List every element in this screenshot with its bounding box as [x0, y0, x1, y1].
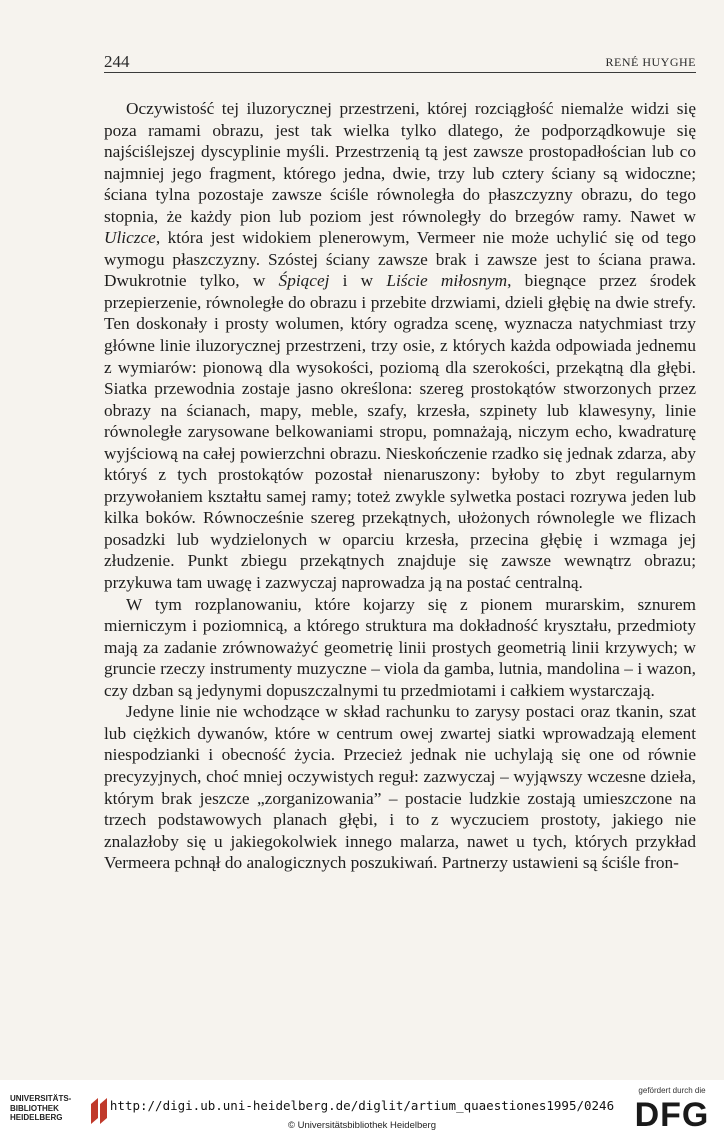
paragraph-1: Oczywistość tej iluzorycznej przestrzeni, której rozciągłość niemalże widzi się poza ramami obrazu, jest tak wielka tylko dlatego, że podporządkowuje się najściślejszej dyscyplinie myśli. Przestrzenią tą jest zawsze prostopadłościan lub co najmniej jego fragment, którego jedna, dwie, trzy lub cztery ściany są widoczne; ściana tylna pozostaje zawsze ściśle równoległa do płaszczyzny obrazu, do tego stopnia, że każdy pion lub poziom jest równoległy do brzegów ramy. Nawet w Uliczce, która jest widokiem plenerowym, Vermeer nie może uchylić się od tego wymogu płaszczyzny. Szóstej ściany zawsze brak i zawsze jest to ściana prawa. Dwukrotnie tylko, w Śpiącej i w Liście miłosnym, biegnące przez środek przepierzenie, równoległe do obrazu i przebite drzwiami, dzieli głębię na dwie strefy. Ten doskonały i prosty wolumen, który ogradza scenę, wyznacza natychmiast trzy główne linie iluzorycznej przestrzeni, trzy osie, z których każda odpowiada jednemu z wymiarów: pionową dla wysokości, poziomą dla szerokości, przekątną dla głębi. Siatka przewodnia zostaje jasno określona: szereg prostokątów stworzonych przez obrazy na ścianach, mapy, meble, szafy, krzesła, szpinety lub klawesyny, linie równoległe zarysowane belkowaniami stropu, pomnażają, niczym echo, kwadraturę wyjściową na całej powierzchni obrazu. Nieskończenie rzadko się jednak zdarza, aby któryś z tych prostokątów pozostał nienaruszony: byłoby to zbyt regularnym przywołaniem kształtu samej ramy; toteż zwykle sylwetka postaci rozrywa jeden lub kilka boków. Równocześnie szereg przekątnych, ułożonych równolegle we flizach posadzki lub wydzielonych w oparciu krzesła, przecina głębię i wzmaga jej złudzenie. Punkt zbiegu przekątnych znajduje się zawsze wewnątrz obrazu; przykuwa tam uwagę i zazwyczaj naprowadza ją na postać centralną. [104, 99, 696, 593]
header-rule [104, 72, 696, 73]
title-uliczka: Uliczce [104, 228, 156, 248]
running-head: RENÉ HUYGHE [605, 55, 696, 69]
library-name: UNIVERSITÄTS- BIBLIOTHEK HEIDELBERG [10, 1094, 72, 1122]
title-list-milosny: Liście miłosnym [386, 271, 508, 291]
digitization-footer [0, 1080, 724, 1142]
paragraph-3: Jedyne linie nie wchodzące w skład rachunku to zarysy postaci oraz tkanin, szat lub ciężkich dywanów, które w centrum owej zwartej siatki wprowadzają element niespodzianki i obecność życia. Przecież jednak nie uchylają się one od równie precyzyjnych, choć mniej oczywistych reguł: zazwyczaj – wyjąwszy wczesne dzieła, którym brak jeszcze „zorganizowania” – postacie ludzkie zostają umieszczone na trzech podstawowych planach głębi, i to z wyczuciem prostoty, jakiego nie znalazłoby się u jakiegokolwiek innego malarza, nawet u tych, których przykład Vermeera pchnął do analogicznych poszukiwań. Partnerzy ustawieni są ściśle fron- [104, 702, 696, 873]
funder-label: gefördert durch die [638, 1086, 706, 1095]
funder-name: DFG [634, 1096, 710, 1134]
body-text [104, 98, 696, 874]
dfg-logo[interactable] [630, 1086, 714, 1138]
copyright-notice: © Universitätsbibliothek Heidelberg [288, 1120, 436, 1131]
permalink-url[interactable]: http://digi.ub.uni-heidelberg.de/diglit/artium_quaestiones1995/0246 [109, 1098, 615, 1113]
paragraph-2: W tym rozplanowaniu, które kojarzy się z pionem murarskim, sznurem mierniczym i poziomnicą, a którego struktura ma dokładność kryształu, przedmioty mają za zadanie zrównoważyć geometrię linii prostych geometrią linii krzywych; w gruncie rzeczy instrumenty muzyczne – viola da gamba, lutnia, mandolina – i wazon, czy dzban są jedynymi dopuszczalnymi tu przedmiotami i całkiem wystarczają. [104, 594, 696, 700]
title-spiaca: Śpiącej [278, 271, 330, 291]
page-header [104, 52, 696, 74]
page-number: 244 [104, 52, 130, 71]
